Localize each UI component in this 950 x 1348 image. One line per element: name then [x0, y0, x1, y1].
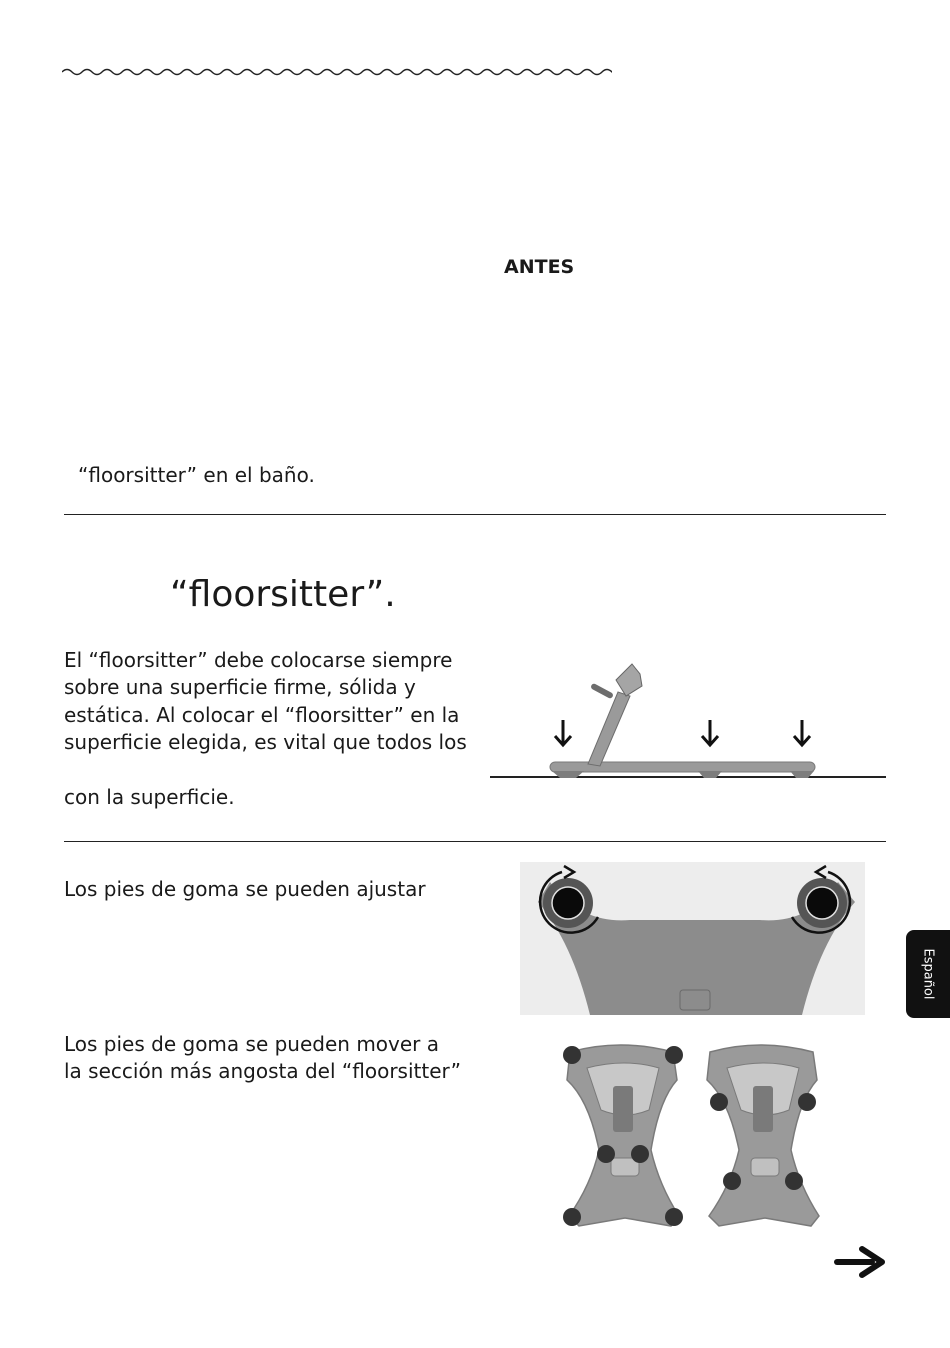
handle	[590, 683, 614, 700]
language-tab-label: Español	[920, 948, 936, 1000]
adjust-feet-illustration	[520, 862, 870, 1017]
rubber-foot	[563, 1046, 581, 1064]
down-arrow-icon	[702, 720, 718, 745]
seat-top-view-narrow	[707, 1045, 819, 1226]
paragraph-line: estática. Al colocar el “floorsitter” en la	[64, 702, 460, 727]
side-view-illustration	[490, 652, 890, 782]
rubber-foot	[665, 1046, 683, 1064]
location-text: “floorsitter” en el baño.	[78, 463, 315, 487]
right-arrow-icon[interactable]	[834, 1244, 888, 1280]
rubber-foot	[798, 1093, 816, 1111]
seat-top-view-wide	[563, 1045, 683, 1226]
before-label: ANTES	[504, 256, 575, 278]
rubber-foot	[723, 1172, 741, 1190]
rubber-foot	[563, 1208, 581, 1226]
paragraph-line: sobre una superficie firme, sólida y	[64, 675, 416, 700]
top-view-illustration	[555, 1040, 835, 1235]
paragraph-line: El “floorsitter” debe colocarse siempre	[64, 648, 453, 672]
headrest	[616, 664, 642, 696]
move-paragraph	[64, 1031, 484, 1086]
section-divider	[64, 514, 886, 515]
section-title: “floorsitter”.	[170, 574, 396, 615]
rubber-foot	[665, 1208, 683, 1226]
backrest	[588, 692, 630, 766]
down-arrow-icon	[794, 720, 810, 745]
paragraph-line: Los pies de goma se pueden mover a	[64, 1032, 440, 1056]
rubber-foot	[631, 1145, 649, 1163]
rubber-foot	[597, 1145, 615, 1163]
paragraph-line: la sección más angosta del “floorsitter”	[64, 1059, 461, 1084]
paragraph-line: con la superficie.	[64, 785, 235, 809]
language-tab[interactable]	[906, 930, 950, 1018]
placement-paragraph	[64, 647, 484, 756]
rubber-foot	[710, 1093, 728, 1111]
paragraph-line: superficie elegida, es vital que todos los	[64, 729, 467, 754]
down-arrow-icon	[555, 720, 571, 745]
adjust-text: Los pies de goma se pueden ajustar	[64, 877, 426, 901]
section-divider	[64, 841, 886, 842]
rubber-foot	[785, 1172, 803, 1190]
wave-divider	[62, 62, 612, 82]
